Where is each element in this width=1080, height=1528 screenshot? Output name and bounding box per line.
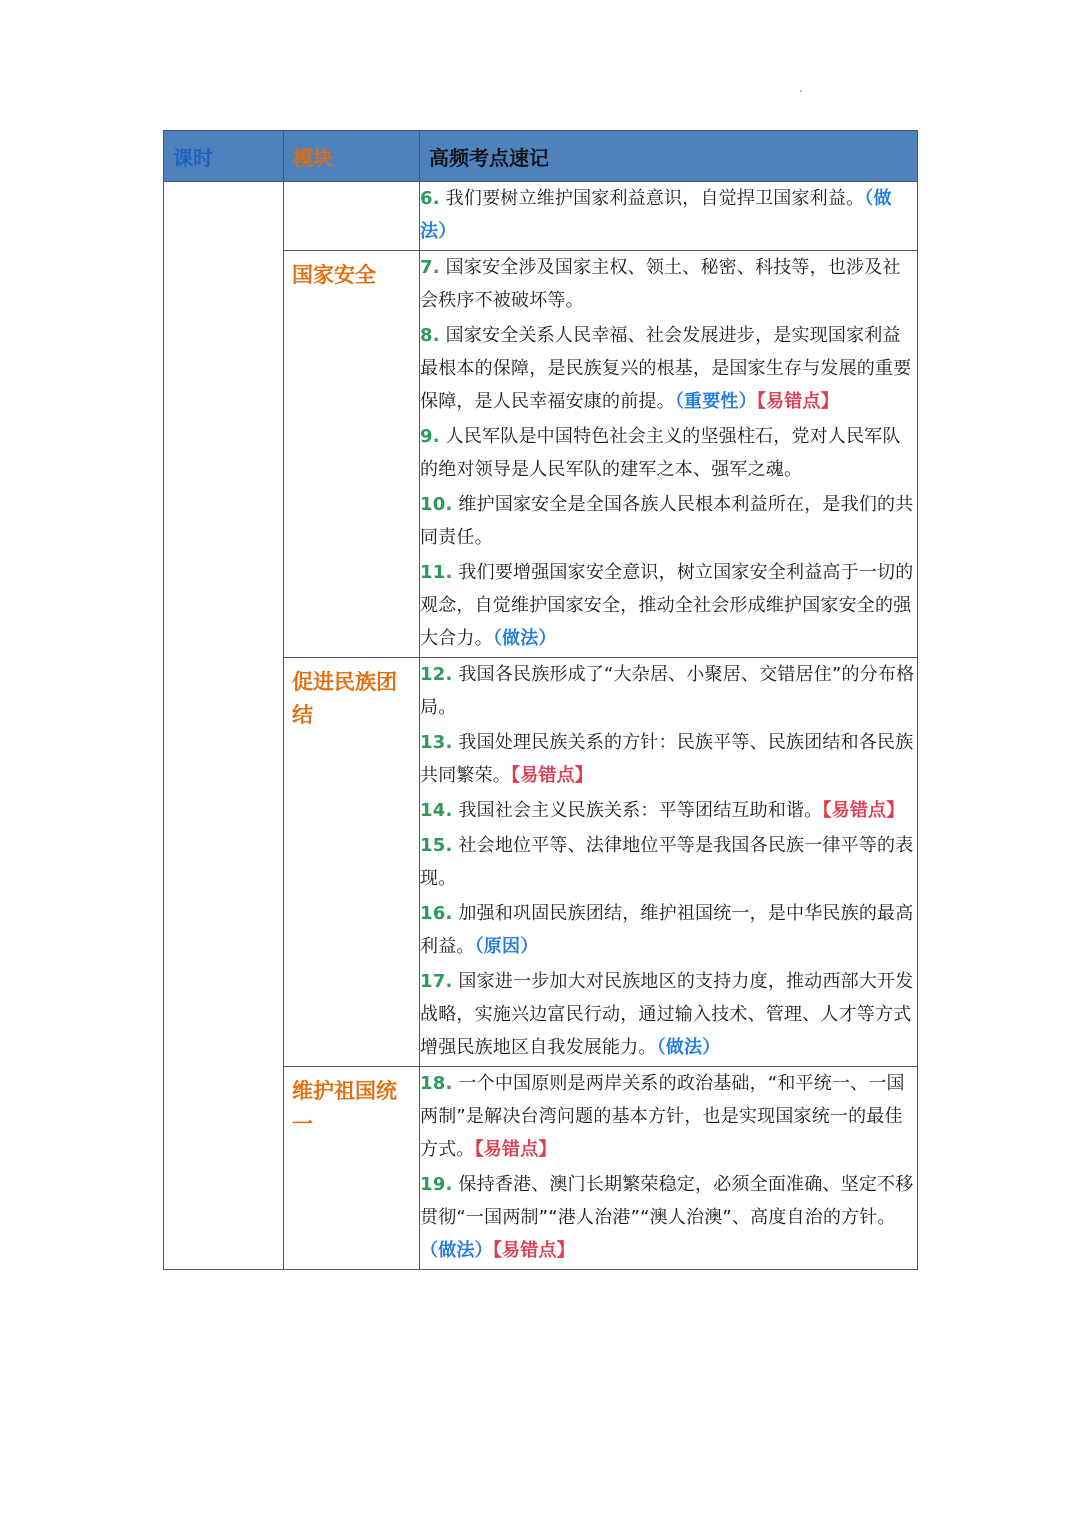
key-point (420, 794, 917, 827)
points-cell (420, 658, 918, 1067)
module-cell (284, 182, 420, 251)
key-point (420, 897, 917, 963)
category-tag: （做法） (656, 1037, 721, 1058)
point-text: 加强和巩固民族团结，维护祖国统一，是中华民族的最高利益。 (420, 903, 914, 957)
period-cell (164, 182, 284, 1270)
point-text: 我们要树立维护国家利益意识，自觉捍卫国家利益。 (439, 188, 865, 209)
module-cell (284, 658, 420, 1067)
key-point (420, 658, 917, 724)
point-text: 一个中国原则是两岸关系的政治基础，“和平统一、一国两制”是解决台湾问题的基本方针，也是实现国家统一的最佳方式。 (420, 1073, 905, 1160)
key-point (420, 965, 917, 1064)
point-number: 19. (420, 1174, 453, 1195)
key-point (420, 726, 917, 792)
point-number: 15. (420, 835, 453, 856)
module-cell (284, 1067, 420, 1270)
point-text: 我国各民族形成了“大杂居、小聚居、交错居住”的分布格局。 (420, 664, 915, 718)
page-mark (800, 90, 802, 92)
point-text: 人民军队是中国特色社会主义的坚强柱石，党对人民军队的绝对领导是人民军队的建军之本、强军之魂。 (420, 426, 901, 480)
key-point (420, 319, 917, 418)
key-point (420, 1168, 917, 1267)
module-name: 国家安全 (292, 263, 376, 287)
point-number: 18. (420, 1073, 453, 1094)
point-number: 12. (420, 664, 453, 685)
point-text: 我们要增强国家安全意识，树立国家安全利益高于一切的观念，自觉维护国家安全，推动全社会形成维护国家安全的强大合力。 (420, 562, 914, 649)
header-period: 课时 (164, 131, 284, 182)
table-row (164, 182, 918, 251)
point-number: 10. (420, 494, 453, 515)
error-prone-tag: 【易错点】 (474, 1139, 557, 1160)
category-tag: （做法） (492, 628, 557, 649)
point-number: 6. (420, 188, 440, 209)
key-point (420, 182, 917, 248)
point-text: 维护国家安全是全国各族人民根本利益所在，是我们的共同责任。 (420, 494, 914, 548)
module-name (284, 182, 419, 190)
point-number: 7. (420, 257, 440, 278)
point-number: 8. (420, 325, 440, 346)
module-name: 维护祖国统一 (292, 1079, 397, 1136)
error-prone-tag: 【易错点】 (492, 1240, 575, 1261)
points-cell (420, 182, 918, 251)
table-body (164, 182, 918, 1270)
point-number: 16. (420, 903, 453, 924)
key-point (420, 829, 917, 895)
point-number: 9. (420, 426, 440, 447)
category-tag: （做法） (420, 1240, 493, 1261)
notes-table (163, 130, 918, 1270)
error-prone-tag: 【易错点】 (756, 391, 839, 412)
point-number: 17. (420, 971, 453, 992)
point-text: 保持香港、澳门长期繁荣稳定，必须全面准确、坚定不移贯彻“一国两制”“港人治港”“澳人治澳”、高度自治的方针。 (420, 1174, 914, 1228)
points-cell (420, 251, 918, 658)
key-point (420, 556, 917, 655)
table-header-row (164, 131, 918, 182)
key-point (420, 488, 917, 554)
points-cell (420, 1067, 918, 1270)
key-point (420, 251, 917, 317)
point-number: 14. (420, 800, 453, 821)
module-cell (284, 251, 420, 658)
point-text: 我国社会主义民族关系：平等团结互助和谐。 (452, 800, 823, 821)
category-tag: （做法） (420, 188, 892, 242)
point-text: 国家进一步加大对民族地区的支持力度，推动西部大开发战略，实施兴边富民行动，通过输入技术、管理、人才等方式增强民族地区自我发展能力。 (420, 971, 914, 1058)
point-number: 13. (420, 732, 453, 753)
header-points: 高频考点速记 (420, 131, 918, 182)
point-number: 11. (420, 562, 453, 583)
key-point (420, 1067, 917, 1166)
header-module: 模块 (284, 131, 420, 182)
module-name: 促进民族团结 (292, 670, 397, 727)
error-prone-tag: 【易错点】 (822, 800, 905, 821)
point-text: 社会地位平等、法律地位平等是我国各民族一律平等的表现。 (420, 835, 914, 889)
point-text: 我国处理民族关系的方针：民族平等、民族团结和各民族共同繁荣。 (420, 732, 914, 786)
error-prone-tag: 【易错点】 (511, 765, 593, 786)
point-text: 国家安全关系人民幸福、社会发展进步，是实现国家利益最根本的保障，是民族复兴的根基，是国家生存与发展的重要保障，是人民幸福安康的前提。 (420, 325, 912, 412)
category-tag: （原因） (474, 936, 539, 957)
point-text: 国家安全涉及国家主权、领土、秘密、科技等，也涉及社会秩序不被破坏等。 (420, 257, 901, 311)
key-point (420, 420, 917, 486)
category-tag: （重要性） (674, 391, 757, 412)
